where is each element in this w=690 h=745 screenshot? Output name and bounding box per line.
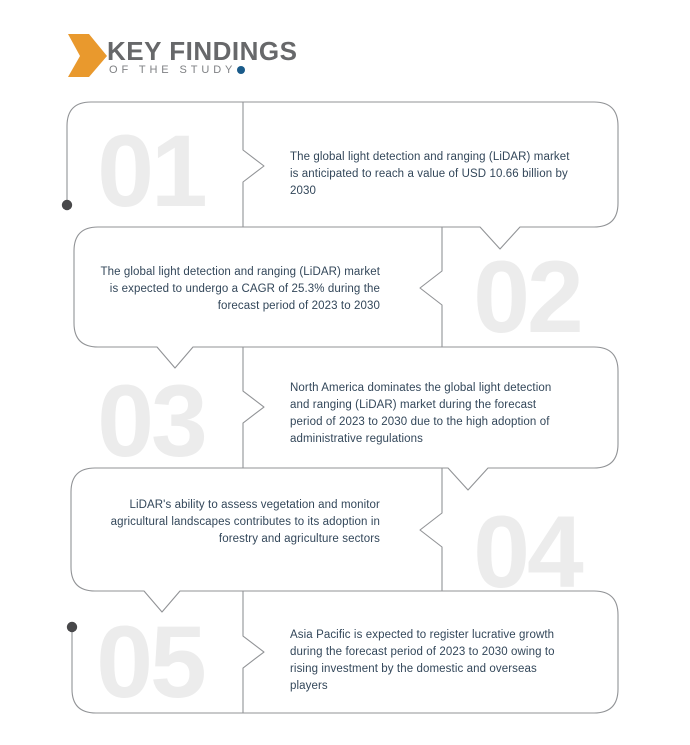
divider-chevron-1 [243,102,264,227]
finding-text-line: 2030 [290,185,316,197]
finding-number-1: 01 [97,114,205,228]
finding-text-5 [290,627,580,695]
finding-text-4 [90,497,380,548]
finding-number-3: 03 [97,364,205,478]
connector-dot-top [62,200,72,210]
divider-chevron-3 [243,347,264,468]
finding-text-line: is anticipated to reach a value of USD 10.66 billion by [290,168,568,180]
finding-text-line: and ranging (LiDAR) market during the forecast [290,399,537,411]
divider-chevron-5 [243,591,264,713]
finding-text-line: Asia Pacific is expected to register lucrative growth [290,629,555,641]
finding-text-line: The global light detection and ranging (LiDAR) market [290,151,570,163]
finding-text-line: rising investment by the domestic and overseas [290,663,537,675]
finding-text-3 [290,380,580,448]
finding-text-line: agricultural landscapes contributes to its adoption in [110,516,380,528]
finding-text-line: forecast period of 2023 to 2030 [217,300,380,312]
finding-number-5: 05 [96,605,204,719]
finding-text-line: forestry and agriculture sectors [218,533,380,545]
finding-text-2 [90,264,380,315]
finding-number-4: 04 [473,495,581,609]
finding-text-line: players [290,680,328,692]
page-title: KEY FINDINGS [107,36,298,66]
finding-text-line: during the forecast period of 2023 to 2030 owing to [290,646,555,658]
finding-text-line: North America dominates the global light detection [290,382,552,394]
finding-text-line: administrative regulations [290,433,423,445]
finding-text-1 [290,149,575,200]
connector-dot-bottom [67,622,77,632]
finding-text-line: period of 2023 to 2030 due to the high adoption of [290,416,550,428]
page-subtitle: OF THE STUDY [109,64,237,76]
divider-chevron-2 [420,227,442,347]
finding-number-2: 02 [473,240,581,354]
divider-chevron-4 [420,468,442,591]
finding-text-line: The global light detection and ranging (LiDAR) market [100,266,380,278]
finding-text-line: is expected to undergo a CAGR of 25.3% during the [109,283,380,295]
finding-text-line: LiDAR's ability to assess vegetation and monitor [129,499,380,511]
